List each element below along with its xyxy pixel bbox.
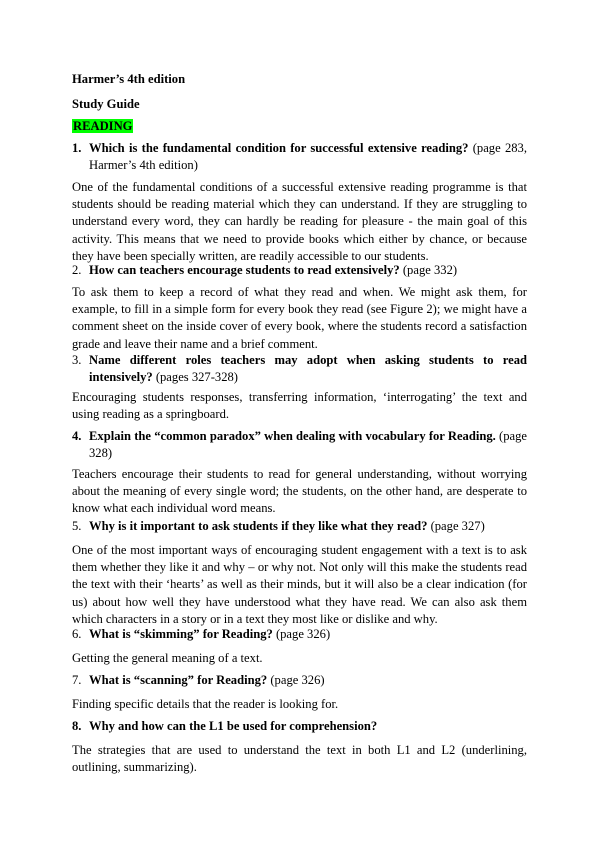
question-4-reference: (page 328) <box>89 429 527 461</box>
question-5 <box>72 518 527 535</box>
question-4 <box>72 428 527 462</box>
answer-6: Getting the general meaning of a text. <box>72 651 263 665</box>
section-heading <box>72 118 133 135</box>
question-8-text: Why and how can the L1 be used for comprehension? <box>89 719 378 733</box>
question-3-number: 3. <box>72 353 82 367</box>
answer-2: To ask them to keep a record of what they read and when. We might ask them, for example, to fill in a simple form for every book they read (see Figure 2); we might have a comment sheet on the inside cover of every book, where the students record a satisfaction grade and leave their name and a brief comment. <box>72 285 527 351</box>
question-2-number: 2. <box>72 263 82 277</box>
question-3 <box>72 352 527 386</box>
question-8 <box>72 718 527 735</box>
question-2-text: How can teachers encourage students to read extensively? <box>89 263 400 277</box>
question-1 <box>72 140 527 174</box>
question-5-reference: (page 327) <box>427 519 485 533</box>
document-subtitle: Study Guide <box>72 97 140 111</box>
question-7-reference: (page 326) <box>267 673 325 687</box>
question-1-number: 1. <box>72 141 82 155</box>
answer-3: Encouraging students responses, transferring information, ‘interrogating’ the text and using reading as a springboard. <box>72 390 527 422</box>
answer-4: Teachers encourage their students to read for general understanding, without worrying about the meaning of every single word; the students, on the other hand, are desperate to know what each individual word means. <box>72 467 527 516</box>
question-6-text: What is “skimming” for Reading? <box>89 627 273 641</box>
document-title: Harmer’s 4th edition <box>72 72 186 86</box>
question-2 <box>72 262 527 279</box>
question-8-number: 8. <box>72 719 82 733</box>
question-7-text: What is “scanning” for Reading? <box>89 673 268 687</box>
answer-5: One of the most important ways of encouraging student engagement with a text is to ask them whether they like it and why – or why not. Not only will this make the students read the text with their ‘hearts’ as well as their minds, but it will also be a clear indication (for us) about how well they have understood what they have read. We can also ask them which characters in a story or in a text they most like or dislike and why. <box>72 543 527 626</box>
question-1-text: Which is the fundamental condition for successful extensive reading? <box>89 141 469 155</box>
question-1-reference: (page 283, Harmer’s 4th edition) <box>89 141 527 173</box>
question-6 <box>72 626 527 643</box>
section-heading-highlight: READING <box>73 119 133 133</box>
question-4-text: Explain the “common paradox” when dealing with vocabulary for Reading. <box>89 429 496 443</box>
question-2-reference: (page 332) <box>399 263 458 277</box>
question-5-text: Why is it important to ask students if they like what they read? <box>89 519 428 533</box>
question-3-text: Name different roles teachers may adopt when asking students to read intensively? <box>89 353 527 385</box>
question-4-number: 4. <box>72 429 82 443</box>
question-6-reference: (page 326) <box>272 627 331 641</box>
question-7 <box>72 672 527 689</box>
answer-8: The strategies that are used to understand the text in both L1 and L2 (underlining, outlining, summarizing). <box>72 743 527 775</box>
question-3-reference: (pages 327-328) <box>152 370 239 385</box>
question-7-number: 7. <box>72 673 82 687</box>
question-5-number: 5. <box>72 519 82 533</box>
question-6-number: 6. <box>72 627 82 641</box>
answer-1: One of the fundamental conditions of a successful extensive reading programme is that students should be reading material which they can understand. If they are struggling to understand every word, they can hardly be reading for pleasure - the main goal of this activity. This means that we need to provide books which either by chance, or because they have been specially written, are readily accessible to our students. <box>72 180 527 263</box>
answer-7: Finding specific details that the reader is looking for. <box>72 697 339 711</box>
